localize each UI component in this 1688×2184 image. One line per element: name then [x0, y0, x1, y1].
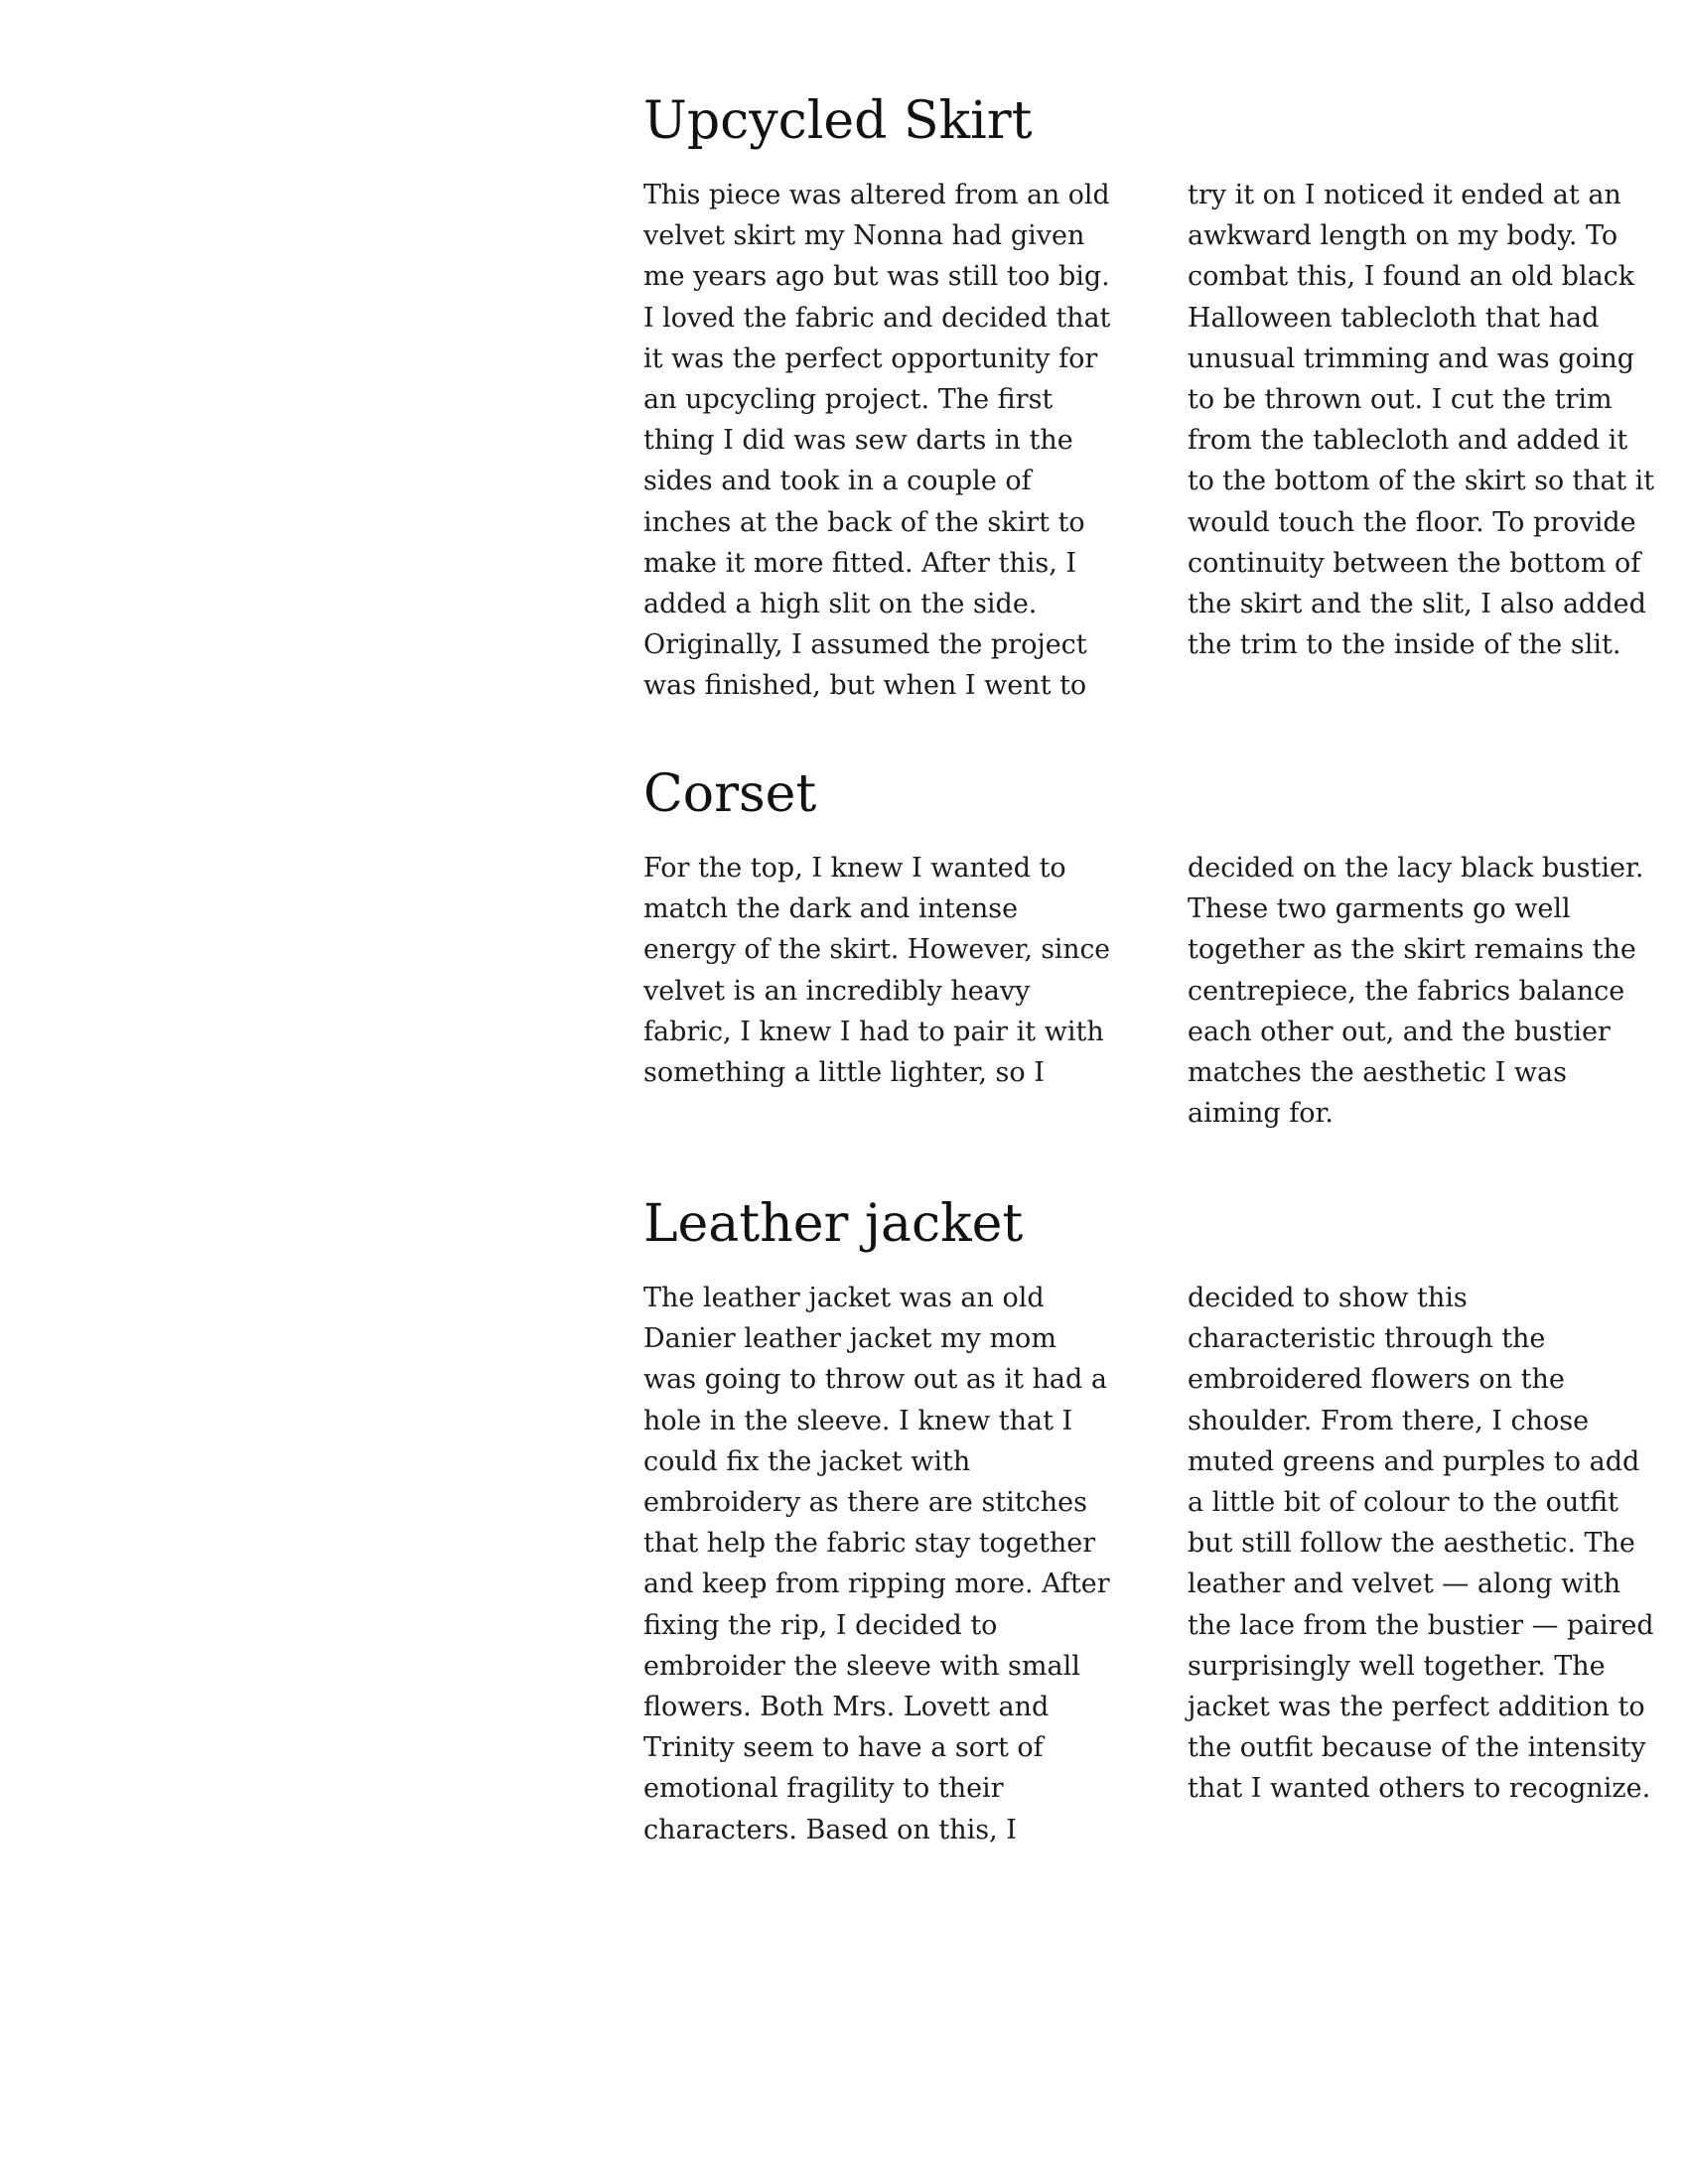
text-line: fixing the rip, I decided to: [643, 1609, 998, 1641]
text-line: was going to throw out as it had a: [643, 1364, 1107, 1396]
text-line: but still follow the aesthetic. The: [1188, 1528, 1635, 1560]
text-line: surprisingly well together. The: [1188, 1650, 1606, 1682]
text-line: embroidered flowers on the: [1188, 1364, 1565, 1396]
column-right: [1188, 848, 1654, 1134]
text-line: thing I did was sew darts in the: [643, 425, 1073, 457]
column-left: [643, 1278, 1110, 1850]
text-line: could fix the jacket with: [643, 1445, 971, 1477]
text-line: to be thrown out. I cut the trim: [1188, 384, 1613, 416]
text-line: to the bottom of the skirt so that it: [1188, 466, 1654, 497]
text-line: inches at the back of the skirt to: [643, 506, 1085, 538]
text-line: a little bit of colour to the outfit: [1188, 1487, 1619, 1519]
text-line: it was the perfect opportunity for: [643, 342, 1098, 374]
text-line: awkward length on my body. To: [1188, 220, 1618, 252]
section-upcycled-skirt: [643, 87, 1654, 703]
text-line: characteristic through the: [1188, 1323, 1546, 1355]
text-line: embroidery as there are stitches: [643, 1487, 1087, 1519]
text-line: fabric, I knew I had to pair it with: [643, 1016, 1104, 1047]
text-line: decided to show this: [1188, 1283, 1468, 1313]
text-line: try it on I noticed it ended at an: [1188, 180, 1621, 210]
section-title: Corset: [643, 764, 817, 824]
text-line: characters. Based on this, I: [643, 1814, 1017, 1845]
text-line: from the tablecloth and added it: [1188, 425, 1628, 457]
section-title: Upcycled Skirt: [643, 91, 1033, 151]
text-line: energy of the skirt. However, since: [643, 934, 1110, 966]
text-line: Originally, I assumed the project: [643, 629, 1087, 661]
text-line: velvet is an incredibly heavy: [643, 975, 1031, 1007]
text-line: embroider the sleeve with small: [643, 1650, 1080, 1682]
text-line: and keep from ripping more. After: [643, 1569, 1110, 1600]
text-line: Danier leather jacket my mom: [643, 1323, 1056, 1355]
text-line: emotional fragility to their: [643, 1773, 1004, 1805]
text-line: the trim to the inside of the slit.: [1188, 629, 1621, 661]
text-line: jacket was the perfect addition to: [1188, 1692, 1645, 1723]
text-line: shoulder. From there, I chose: [1188, 1405, 1590, 1436]
text-line: These two garments go well: [1188, 893, 1571, 925]
text-line: This piece was altered from an old: [643, 180, 1110, 210]
column-left: [643, 175, 1110, 707]
column-left: [643, 848, 1110, 1093]
text-line: matches the aesthetic I was: [1188, 1057, 1567, 1089]
text-line: together as the skirt remains the: [1188, 934, 1636, 966]
text-line: something a little lighter, so I: [643, 1057, 1045, 1089]
section-leather-jacket: [643, 1190, 1654, 1885]
text-line: that I wanted others to recognize.: [1188, 1773, 1651, 1805]
text-line: the skirt and the slit, I also added: [1188, 589, 1646, 620]
column-right: [1188, 1278, 1654, 1810]
text-line: match the dark and intense: [643, 893, 1019, 925]
text-line: Halloween tablecloth that had: [1188, 302, 1600, 334]
text-line: hole in the sleeve. I knew that I: [643, 1405, 1073, 1436]
section-corset: [643, 760, 1644, 1158]
text-line: was finished, but when I went to: [643, 670, 1087, 702]
text-line: continuity between the bottom of: [1188, 547, 1641, 579]
text-line: the lace from the bustier — paired: [1188, 1609, 1654, 1641]
text-line: I loved the fabric and decided that: [643, 302, 1111, 334]
text-line: each other out, and the bustier: [1188, 1016, 1611, 1047]
text-line: decided on the lacy black bustier.: [1188, 853, 1644, 884]
text-line: For the top, I knew I wanted to: [643, 853, 1066, 884]
text-line: velvet skirt my Nonna had given: [643, 220, 1085, 252]
text-line: unusual trimming and was going: [1188, 342, 1635, 374]
text-line: Trinity seem to have a sort of: [643, 1732, 1044, 1764]
section-title: Leather jacket: [643, 1194, 1024, 1254]
text-line: an upcycling project. The first: [643, 384, 1054, 416]
text-line: leather and velvet — along with: [1188, 1569, 1621, 1600]
text-line: added a high slit on the side.: [643, 589, 1038, 620]
text-line: make it more fitted. After this, I: [643, 547, 1077, 579]
column-right: [1188, 175, 1654, 665]
text-line: aiming for.: [1188, 1098, 1334, 1130]
text-line: flowers. Both Mrs. Lovett and: [643, 1692, 1050, 1723]
text-line: the outfit because of the intensity: [1188, 1732, 1646, 1764]
text-line: combat this, I found an old black: [1188, 261, 1635, 293]
text-line: sides and took in a couple of: [643, 466, 1032, 497]
text-line: that help the fabric stay together: [643, 1528, 1096, 1560]
text-line: centrepiece, the fabrics balance: [1188, 975, 1625, 1007]
text-line: muted greens and purples to add: [1188, 1445, 1640, 1477]
text-line: would touch the floor. To provide: [1188, 506, 1636, 538]
text-line: The leather jacket was an old: [643, 1283, 1045, 1313]
text-line: me years ago but was still too big.: [643, 261, 1110, 293]
